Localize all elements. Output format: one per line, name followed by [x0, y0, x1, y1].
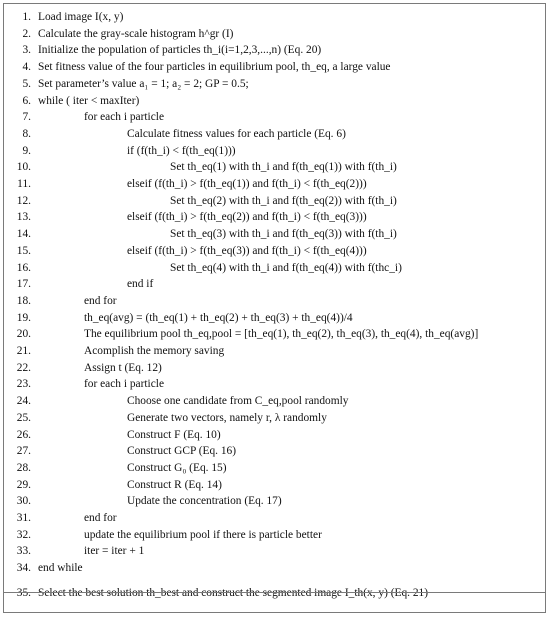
line-text: end while	[38, 562, 83, 575]
algorithm-line	[4, 477, 545, 494]
line-text: The equilibrium pool th_eq,pool = [th_eq(1), th_eq(2), th_eq(3), th_eq(4), th_eq(avg)]	[84, 328, 479, 341]
line-text: th_eq(avg) = (th_eq(1) + th_eq(2) + th_eq(3) + th_eq(4))/4	[84, 311, 353, 324]
line-number: 33.	[16, 545, 31, 558]
line-number: 19.	[16, 311, 31, 324]
line-number: 13.	[16, 211, 31, 224]
line-number: 8.	[22, 127, 31, 140]
line-number: 3.	[22, 44, 31, 57]
line-number: 7.	[22, 111, 31, 124]
algorithm-line	[4, 460, 545, 477]
line-number: 27.	[16, 445, 31, 458]
algorithm-line	[4, 510, 545, 527]
algorithm-line	[4, 410, 545, 427]
line-text: while ( iter < maxIter)	[38, 94, 140, 107]
algorithm-line	[4, 560, 545, 577]
line-number: 11.	[17, 178, 31, 190]
algorithm-line	[4, 543, 545, 560]
line-number: 23.	[16, 378, 31, 391]
algorithm-line	[4, 193, 545, 210]
bottom-rule	[4, 592, 545, 593]
algorithm-line	[4, 443, 545, 460]
line-text: Assign t (Eq. 12)	[84, 361, 162, 374]
line-text: Set th_eq(2) with th_i and f(th_eq(2)) with f(th_i)	[170, 194, 397, 207]
line-number: 17.	[16, 278, 31, 291]
line-number: 34.	[16, 562, 31, 575]
line-number: 1.	[22, 11, 31, 23]
algorithm-line	[4, 26, 545, 43]
line-number: 30.	[16, 495, 31, 508]
algorithm-line	[4, 76, 545, 93]
line-text: Set fitness value of the four particles in equilibrium pool, th_eq, a large value	[38, 61, 391, 74]
line-number: 2.	[22, 27, 31, 40]
line-number: 16.	[16, 261, 31, 274]
algorithm-line	[4, 427, 545, 444]
line-text: end if	[127, 278, 154, 291]
line-text: Calculate fitness values for each particle (Eq. 6)	[127, 127, 346, 140]
line-text: Construct R (Eq. 14)	[127, 478, 222, 491]
algorithm-line	[4, 209, 545, 226]
line-text: Set parameter’s value a₁ = 1; a₂ = 2; GP = 0.5;	[38, 77, 249, 90]
line-number: 22.	[16, 361, 31, 374]
algorithm-line	[4, 527, 545, 544]
line-number: 6.	[22, 94, 31, 107]
algorithm-line	[4, 226, 545, 243]
line-text: elseif (f(th_i) > f(th_eq(1)) and f(th_i) < f(th_eq(2)))	[127, 178, 367, 190]
line-number: 18.	[16, 294, 31, 307]
line-text: Initialize the population of particles th_i(i=1,2,3,...,n) (Eq. 20)	[38, 44, 322, 57]
line-number: 5.	[22, 77, 31, 90]
algorithm-line	[4, 9, 545, 26]
algorithm-line	[4, 376, 545, 393]
line-text: elseif (f(th_i) > f(th_eq(3)) and f(th_i) < f(th_eq(4)))	[127, 244, 367, 257]
line-number: 31.	[16, 512, 31, 524]
line-text: iter = iter + 1	[84, 545, 145, 558]
line-text: if (f(th_i) < f(th_eq(1)))	[127, 144, 236, 157]
algorithm-line	[4, 276, 545, 293]
line-number: 29.	[16, 478, 31, 491]
line-text: update the equilibrium pool if there is particle better	[84, 528, 322, 541]
line-text: Set th_eq(4) with th_i and f(th_eq(4)) with f(thc_i)	[170, 261, 402, 274]
line-text: Choose one candidate from C_eq,pool randomly	[127, 395, 349, 408]
algorithm-line	[4, 360, 545, 377]
algorithm-box	[3, 3, 546, 613]
line-number: 26.	[16, 428, 31, 441]
algorithm-line	[4, 159, 545, 176]
line-number: 28.	[16, 461, 31, 474]
line-number: 24.	[16, 395, 31, 408]
algorithm-line	[4, 326, 545, 343]
line-text: Set th_eq(3) with th_i and f(th_eq(3)) with f(th_i)	[170, 228, 397, 241]
line-text: Select the best solution th_best and construct the segmented image I_th(x, y) (Eq. 21)	[38, 586, 429, 599]
line-text: Acomplish the memory saving	[84, 345, 225, 357]
line-number: 9.	[22, 144, 31, 157]
line-number: 4.	[22, 61, 31, 74]
line-number: 14.	[16, 228, 31, 241]
line-text: for each i particle	[84, 378, 165, 391]
algorithm-line	[4, 143, 545, 160]
line-text: Generate two vectors, namely r, λ randomly	[127, 411, 327, 424]
line-text: Construct F (Eq. 10)	[127, 428, 221, 441]
algorithm-line	[4, 176, 545, 193]
line-text: Construct GCP (Eq. 16)	[127, 445, 237, 458]
line-text: Set th_eq(1) with th_i and f(th_eq(1)) with f(th_i)	[170, 161, 397, 174]
line-number: 21.	[16, 345, 31, 357]
line-number: 10.	[16, 161, 31, 174]
line-text: end for	[84, 294, 117, 307]
line-text: Calculate the gray-scale histogram h^gr (I)	[38, 27, 234, 40]
line-text: Update the concentration (Eq. 17)	[127, 495, 282, 508]
algorithm-line	[4, 260, 545, 277]
line-text: Construct G₀ (Eq. 15)	[127, 461, 227, 474]
line-number: 20.	[16, 328, 31, 341]
algorithm-line	[4, 42, 545, 59]
algorithm-line	[4, 59, 545, 76]
line-number: 35.	[16, 586, 31, 599]
line-text: for each i particle	[84, 111, 165, 124]
algorithm-line	[4, 493, 545, 510]
algorithm-line	[4, 293, 545, 310]
algorithm-line	[4, 585, 545, 602]
line-text: Load image I(x, y)	[38, 11, 124, 23]
algorithm-line	[4, 243, 545, 260]
line-number: 15.	[16, 244, 31, 257]
line-number: 32.	[16, 528, 31, 541]
line-text: elseif (f(th_i) > f(th_eq(2)) and f(th_i) < f(th_eq(3)))	[127, 211, 367, 224]
line-number: 12.	[16, 194, 31, 207]
algorithm-line	[4, 310, 545, 327]
algorithm-line	[4, 93, 545, 110]
line-text: end for	[84, 512, 117, 524]
algorithm-line	[4, 126, 545, 143]
algorithm-line	[4, 393, 545, 410]
algorithm-line	[4, 109, 545, 126]
algorithm-line	[4, 343, 545, 360]
line-number: 25.	[16, 411, 31, 424]
